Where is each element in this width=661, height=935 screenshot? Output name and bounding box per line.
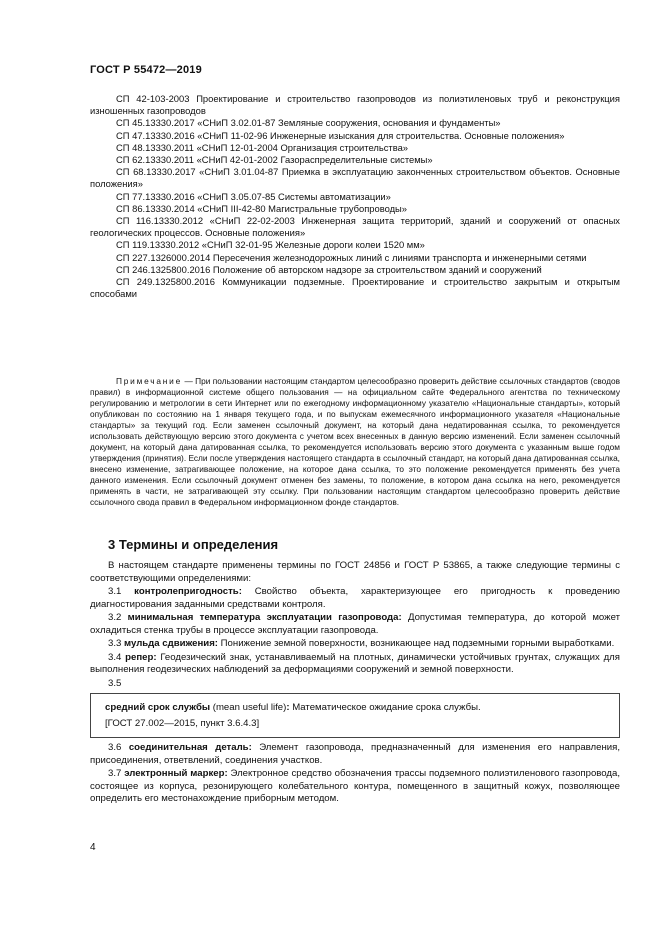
term-entry	[90, 742, 620, 767]
term-number: 3.6	[108, 742, 129, 753]
term-name: репер:	[125, 651, 157, 663]
reference-item: СП 77.13330.2016 «СНиП 3.05.07-85 Системы автоматизации»	[116, 190, 391, 202]
document-code-header: ГОСТ Р 55472—2019	[90, 64, 202, 76]
reference-item: СП 42-103-2003 Проектирование и строительство газопроводов из полиэтиленовых труб и реконструкция изношенных газопроводов	[90, 93, 620, 117]
term-name: мульда сдвижения:	[124, 638, 218, 649]
reference-item: СП 45.13330.2017 «СНиП 3.02.01-87 Земляные сооружения, основания и фундаменты»	[116, 117, 501, 129]
term-name: электронный маркер:	[124, 768, 228, 779]
term-definition: Допустимая температура, до которой может охладиться стенка трубы в процессе эксплуатации газопровода.	[90, 612, 620, 636]
quoted-term-box	[90, 693, 620, 738]
reference-item: СП 47.13330.2016 «СНиП 11-02-96 Инженерные изыскания для строительства. Основные положения»	[116, 129, 565, 141]
term-name: контролепригодность:	[134, 586, 242, 597]
term-definition: Свойство объекта, характеризующее его пригодность к проведению диагностирования заданными средствами контроля.	[90, 586, 620, 610]
term-number: 3.5	[108, 677, 122, 689]
reference-item: СП 68.13330.2017 «СНиП 3.01.04-87 Приемка в эксплуатацию законченных строительством объектов. Основные положения»	[90, 166, 620, 190]
term-number: 3.7	[108, 768, 125, 779]
note-text: При пользовании настоящим стандартом целесообразно проверить действие ссылочных стандартов (сводов правил) в информационной системе общего пользования — на официальном сайте Федерального агентства по техническому регулированию и метрологии в сети Интернет или по ежегодному информационному указателю «Национальные стандарты», который опубликован по состоянию на 1 января текущего года, и по выпускам ежемесячного информационного указателя «Национальные стандарты» за текущий год. Если заменен ссылочный документ, на который дана недатированная ссылка, то рекомендуется использовать действующую версию этого документа с учетом всех внесенных в данную версию изменений. Если заменен ссылочный документ, на который дана датированная ссылка, то рекомендуется использовать версию этого документа с указанным выше годом утверждения (принятия). Если после утверждения настоящего стандарта в ссылочный стандарт, на который дана датированная ссылка, внесено изменение, затрагивающее положение, на которое дана ссылка, то это положение рекомендуется применять без учета данного изменения. Если ссылочный документ отменен без замены, то положение, в котором дана ссылка на него, рекомендуется применять в части, не затрагивающей эту ссылку. При пользовании настоящим стандартом целесообразно проверить действие ссылочного свода правил в Федеральном информационном фонде стандартов.	[90, 376, 620, 507]
reference-item: СП 116.13330.2012 «СНиП 22-02-2003 Инженерная защита территорий, зданий и сооружений от опасных геологических процессов. Основные положения»	[90, 215, 620, 239]
term-name: минимальная температура эксплуатации газопровода:	[127, 612, 402, 623]
term-number: 3.1	[108, 586, 135, 597]
note-dash: —	[182, 376, 196, 386]
term-number: 3.4	[108, 651, 126, 663]
term-number: 3.2	[108, 612, 128, 623]
reference-item: СП 48.13330.2011 «СНиП 12-01-2004 Организация строительства»	[116, 141, 409, 153]
section-intro: В настоящем стандарте применены термины по ГОСТ 24856 и ГОСТ Р 53865, а также следующие термины с соответствующими определениями:	[90, 560, 620, 584]
term-definition: Понижение земной поверхности, возникающее над подземными горными выработками.	[218, 638, 615, 649]
term-name: средний срок службы	[105, 702, 211, 713]
reference-item: СП 86.13330.2014 «СНиП III-42-80 Магистральные трубопроводы»	[116, 202, 408, 214]
quoted-term	[105, 702, 605, 715]
reference-item: СП 119.13330.2012 «СНиП 32-01-95 Железные дороги колеи 1520 мм»	[116, 239, 425, 251]
section-title: 3 Термины и определения	[108, 537, 279, 552]
term-entry	[90, 612, 620, 637]
term-definition: Элемент газопровода, предназначенный для изменения его направления, присоединения, ответвлений, соединения участков.	[90, 742, 620, 766]
term-entry	[90, 768, 620, 806]
note-label: Примечание	[116, 376, 183, 386]
term-source: [ГОСТ 27.002—2015, пункт 3.6.4.3]	[105, 717, 260, 729]
reference-item: СП 62.13330.2011 «СНиП 42-01-2002 Газораспределительные системы»	[116, 154, 433, 166]
note-paragraph	[90, 376, 620, 508]
terms-section	[90, 560, 620, 807]
term-entry	[90, 638, 620, 651]
page-number: 4	[90, 842, 96, 853]
term-entry	[90, 586, 620, 611]
reference-item: СП 227.1326000.2014 Пересечения железнодорожных линий с линиями транспорта и инженерными сетями	[116, 251, 587, 263]
term-colon: :	[286, 702, 290, 713]
term-entry	[90, 652, 620, 677]
term-number: 3.3	[108, 638, 125, 649]
term-name: соединительная деталь:	[128, 742, 252, 753]
term-english: (mean useful life)	[210, 702, 287, 713]
reference-list	[90, 93, 620, 300]
term-definition: Геодезический знак, устанавливаемый на плотных, динамически устойчивых грунтах, служащих для выполнения геодезических наблюдений за деформациями сооружений и земной поверхности.	[90, 651, 620, 675]
term-definition: Электронное средство обозначения трассы подземного полиэтиленового газопровода, состоящее из корпуса, резонирующего колебательного контура, помещенного в защитный кожух, позволяющее определить его местонахождение приборным методом.	[90, 768, 620, 804]
reference-item: СП 249.1325800.2016 Коммуникации подземные. Проектирование и строительство закрытым и открытым способами	[90, 276, 620, 300]
reference-item: СП 246.1325800.2016 Положение об авторском надзоре за строительством зданий и сооружений	[116, 263, 542, 275]
term-definition: Математическое ожидание срока службы.	[289, 702, 481, 713]
